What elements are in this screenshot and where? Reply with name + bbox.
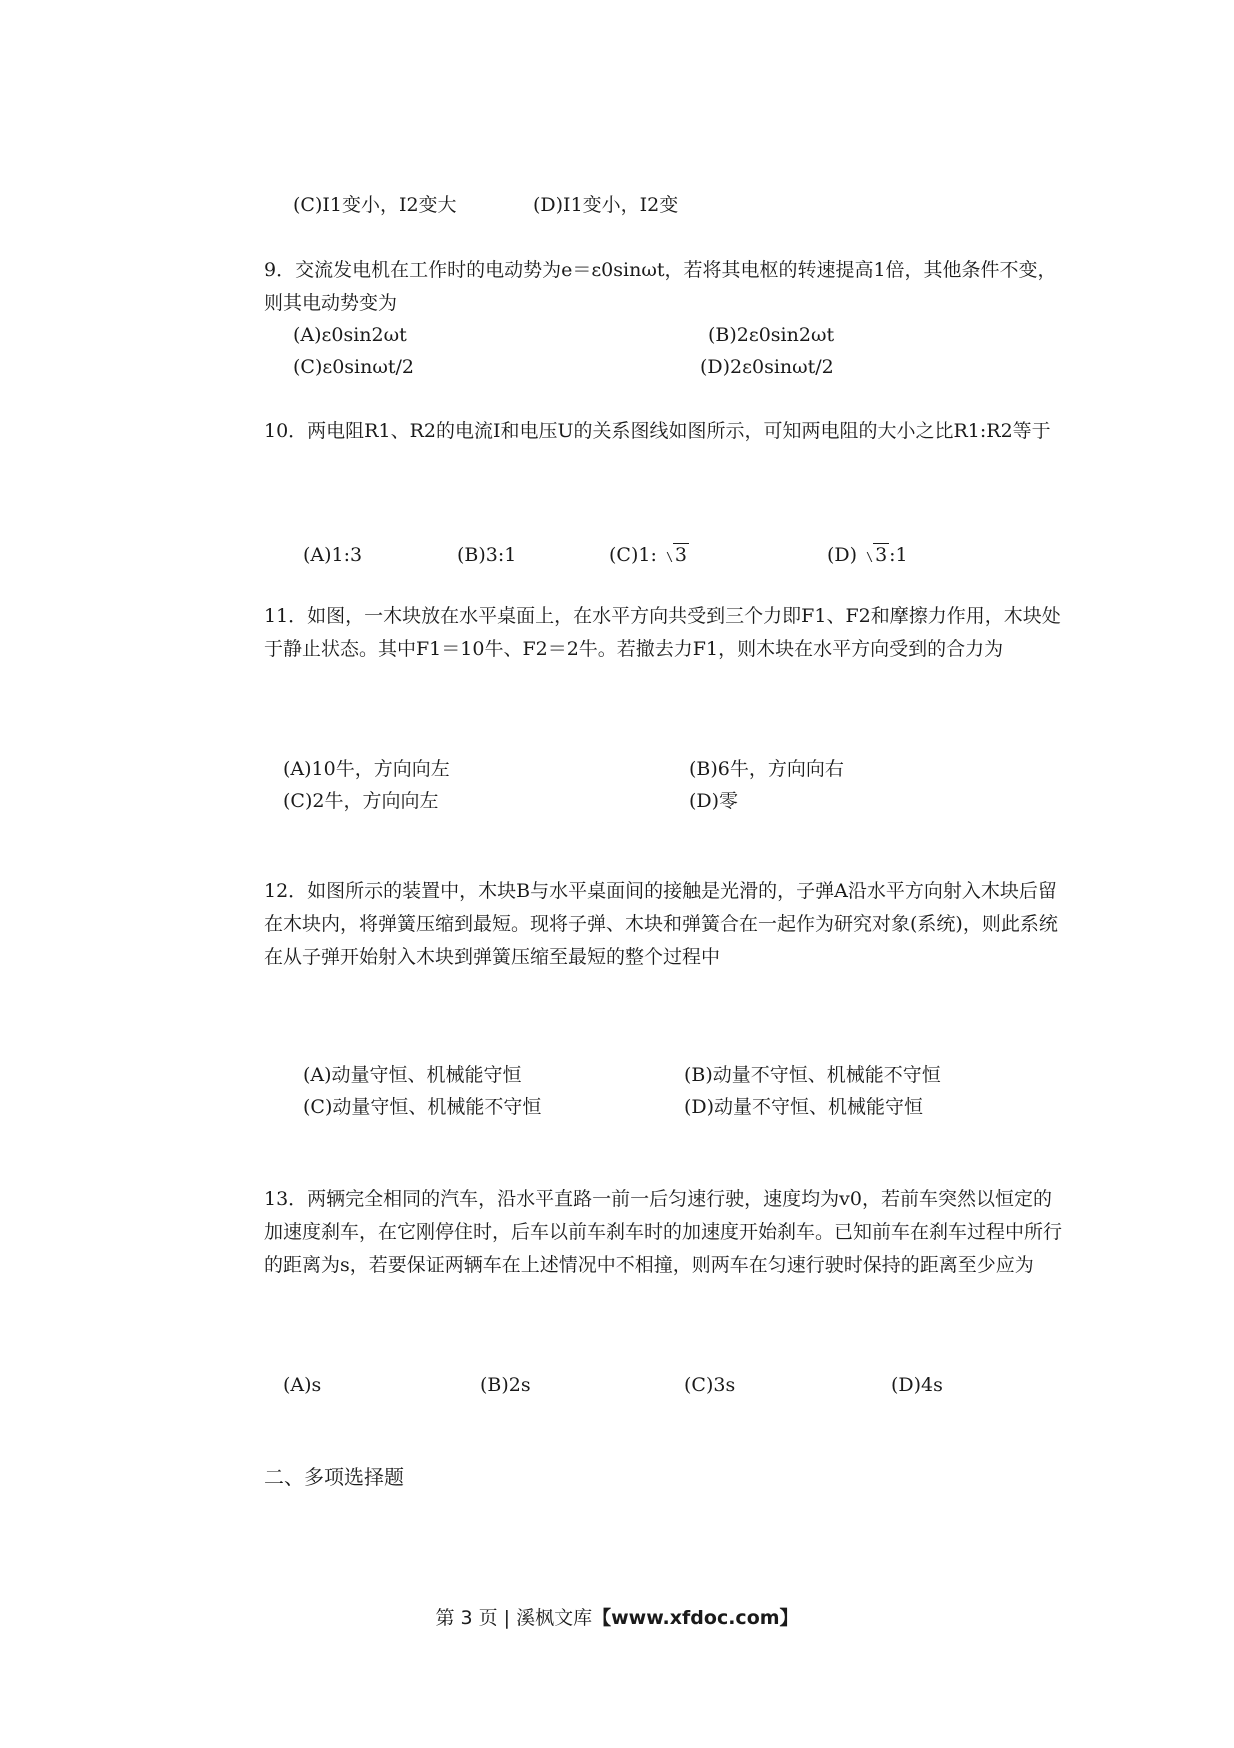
q11-option-c: (C)2牛，方向向左: [283, 790, 439, 812]
q12-option-b: (B)动量不守恒、机械能不守恒: [684, 1064, 941, 1086]
q10-option-d-prefix: (D): [827, 544, 858, 566]
q10-option-c: [609, 540, 689, 570]
q11-option-d: (D)零: [689, 790, 739, 812]
q13-option-d: (D)4s: [891, 1374, 943, 1396]
footer-separator: |: [497, 1607, 517, 1629]
q13-option-b: (B)2s: [480, 1374, 531, 1396]
q11-option-b: (B)6牛，方向向右: [689, 758, 844, 780]
q12-option-d: (D)动量不守恒、机械能守恒: [684, 1096, 924, 1118]
q13-option-c: (C)3s: [684, 1374, 736, 1396]
q10-option-a: (A)1:3: [303, 544, 363, 566]
q9-option-a: (A)ε0sin2ωt: [293, 324, 407, 346]
q10-option-d-suffix: :1: [889, 544, 908, 566]
q8-option-d: (D)I1变小，I2变: [533, 194, 679, 216]
footer-site-link[interactable]: 【www.xfdoc.com】: [592, 1607, 799, 1629]
sqrt-symbol: [661, 540, 689, 570]
question-9-text: 9．交流发电机在工作时的电动势为e＝ε0sinωt，若将其电枢的转速提高1倍，其他条件不变，则其电动势变为: [264, 259, 1057, 314]
q13-option-a: (A)s: [283, 1374, 322, 1396]
q12-option-c: (C)动量守恒、机械能不守恒: [303, 1096, 542, 1118]
q9-option-b: (B)2ε0sin2ωt: [708, 324, 835, 346]
q9-option-c: (C)ε0sinωt/2: [293, 356, 414, 378]
q10-option-d: [827, 540, 908, 570]
question-12-text: 12．如图所示的装置中，木块B与水平桌面间的接触是光滑的，子弹A沿水平方向射入木块后留在木块内，将弹簧压缩到最短。现将子弹、木块和弹簧合在一起作为研究对象(系统)，则此系统在从子弹开始射入木块到弹簧压缩至最短的整个过程中: [264, 880, 1058, 968]
footer-library-name: 溪枫文库: [516, 1607, 593, 1629]
question-11-text: 11．如图，一木块放在水平桌面上，在水平方向共受到三个力即F1、F2和摩擦力作用，木块处于静止状态。其中F1＝10牛、F2＝2牛。若撤去力F1，则木块在水平方向受到的合力为: [264, 605, 1061, 660]
q10-option-c-radicand: 3: [674, 544, 687, 566]
footer-page-number: 第 3 页: [435, 1607, 498, 1629]
q10-option-b: (B)3:1: [457, 544, 517, 566]
q8-option-c: (C)I1变小，I2变大: [293, 194, 457, 216]
q12-option-a: (A)动量守恒、机械能守恒: [303, 1064, 522, 1086]
q10-option-d-radicand: 3: [875, 544, 888, 566]
question-13-text: 13．两辆完全相同的汽车，沿水平直路一前一后匀速行驶，速度均为v0，若前车突然以恒定的加速度刹车，在它刚停住时，后车以前车刹车时的加速度开始刹车。已知前车在刹车过程中所行的距离为s，若要保证两辆车在上述情况中不相撞，则两车在匀速行驶时保持的距离至少应为: [264, 1188, 1063, 1276]
section-2-heading: 二、多项选择题: [264, 1465, 404, 1489]
page-footer: [0, 1604, 1234, 1632]
q10-option-c-prefix: (C)1:: [609, 544, 657, 566]
sqrt-symbol: [861, 540, 889, 570]
q9-option-d: (D)2ε0sinωt/2: [700, 356, 834, 378]
question-10-text: 10．两电阻R1、R2的电流I和电压U的关系图线如图所示，可知两电阻的大小之比R1:R2等于: [264, 420, 1051, 442]
q11-option-a: (A)10牛，方向向左: [283, 758, 450, 780]
